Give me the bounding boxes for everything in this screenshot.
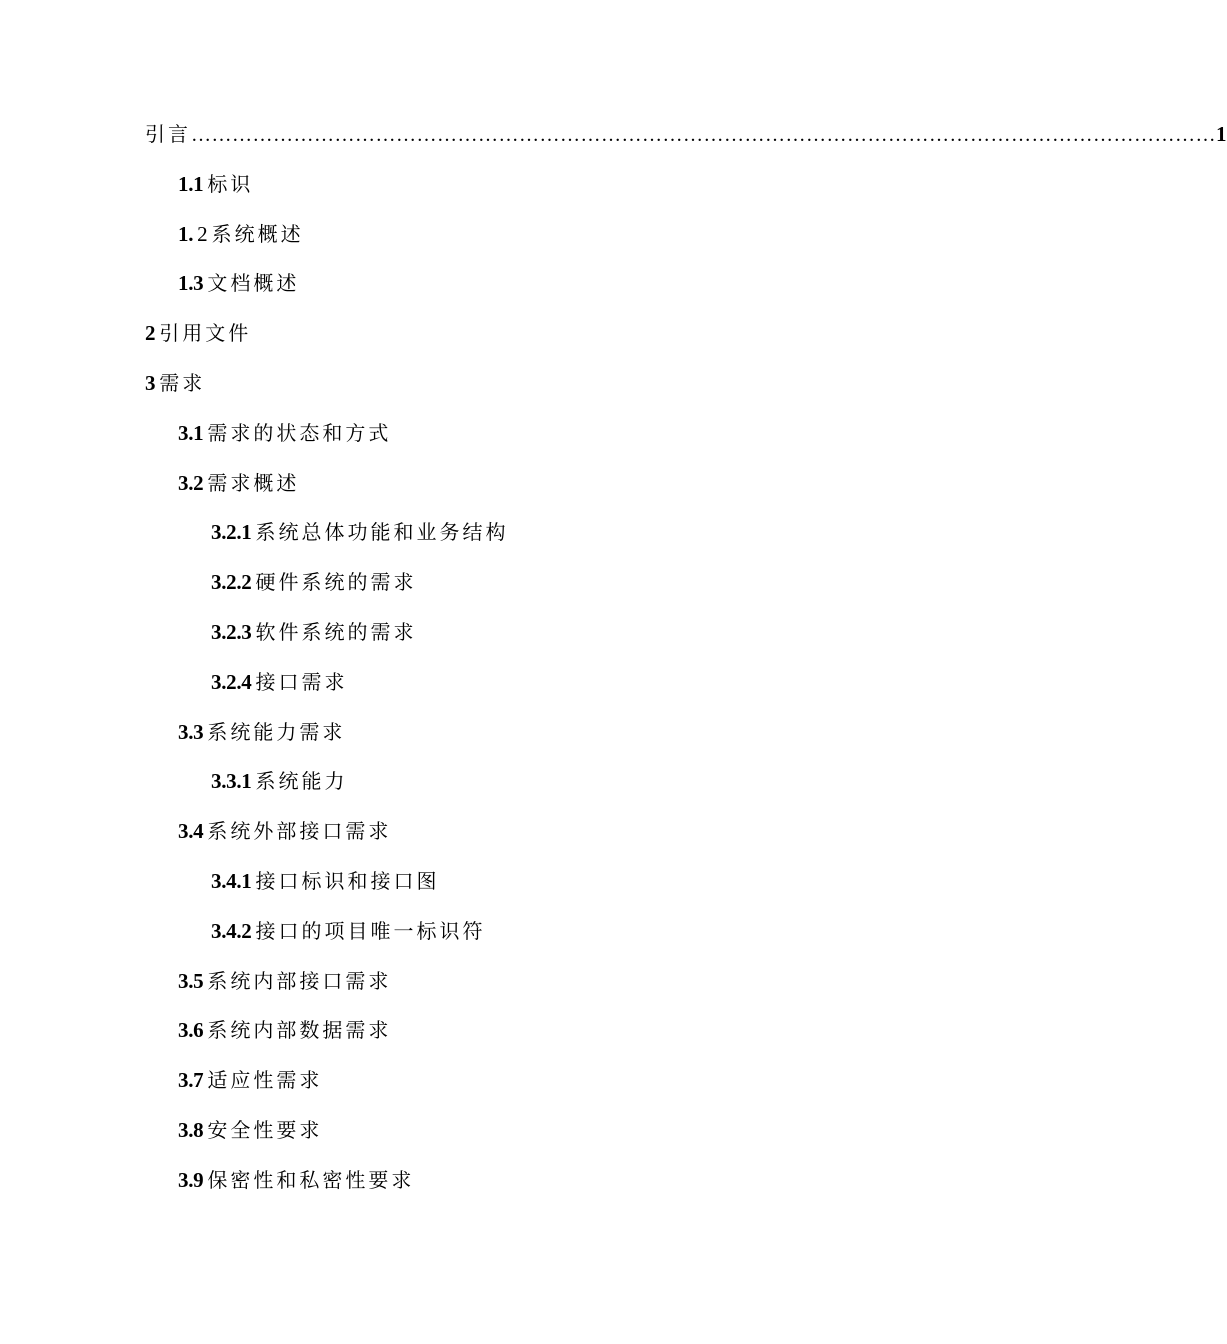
toc-entry-title: 需求概述 xyxy=(207,470,300,495)
toc-entry-title: 引用文件 xyxy=(159,321,252,346)
toc-entry-title: 标识 xyxy=(207,171,254,196)
toc-entry-number: 3.2 xyxy=(178,470,204,495)
toc-entry-number: 3 xyxy=(145,370,156,395)
toc-entry-title: 系统外部接口需求 xyxy=(207,819,392,844)
toc-entry-1-2[interactable] xyxy=(0,210,950,260)
toc-page-number: 1 xyxy=(1216,122,1227,146)
toc-entry-number: 2 xyxy=(145,321,156,346)
toc-entry-number: 3.7 xyxy=(178,1068,204,1093)
toc-entry-number: 3.9 xyxy=(178,1167,204,1192)
toc-entry-number: 3.5 xyxy=(178,968,204,993)
toc-entry-3-3-1[interactable] xyxy=(0,757,950,807)
toc-entry-number: 3.4.1 xyxy=(211,868,252,893)
toc-entry-3-1[interactable] xyxy=(0,409,950,459)
toc-entry-title: 需求的状态和方式 xyxy=(207,420,392,445)
toc-entry-title: 引言 xyxy=(145,122,191,146)
toc-entry-3-4-1[interactable] xyxy=(0,857,950,907)
toc-entry-title: 需求 xyxy=(159,370,206,395)
toc-entry-number: 3.2.4 xyxy=(211,669,252,694)
toc-entry-2[interactable] xyxy=(0,309,950,359)
table-of-contents xyxy=(0,110,1227,1206)
toc-entry-3[interactable] xyxy=(0,359,950,409)
toc-entry-title: 文档概述 xyxy=(207,271,300,296)
toc-entry-title: 系统内部接口需求 xyxy=(207,968,392,993)
toc-entry-number: 3.2.1 xyxy=(211,520,252,545)
toc-entry-3-2-4[interactable] xyxy=(0,658,950,708)
toc-entry-title: 安全性要求 xyxy=(207,1117,323,1142)
toc-entry-3-2[interactable] xyxy=(0,459,950,509)
toc-entry-title: 保密性和私密性要求 xyxy=(207,1167,415,1192)
toc-entry-number: 3.3.1 xyxy=(211,769,252,794)
toc-entry-title: 接口需求 xyxy=(255,669,348,694)
toc-entry-1-3[interactable] xyxy=(0,259,950,309)
toc-entry-number: 1.3 xyxy=(178,271,204,296)
toc-entry-title: 系统总体功能和业务结构 xyxy=(255,520,509,545)
toc-entry-3-2-1[interactable] xyxy=(0,508,950,558)
toc-entry-number-suffix: 2 xyxy=(197,221,208,246)
toc-entry-3-9[interactable] xyxy=(0,1156,950,1206)
toc-entry-3-4[interactable] xyxy=(0,807,950,857)
toc-entry-title: 接口标识和接口图 xyxy=(255,868,440,893)
toc-entry-number: 3.3 xyxy=(178,719,204,744)
toc-entry-number: 3.8 xyxy=(178,1117,204,1142)
toc-entry-number: 3.4.2 xyxy=(211,918,252,943)
toc-entry-title: 系统内部数据需求 xyxy=(207,1018,392,1043)
toc-entry-title: 系统概述 xyxy=(211,221,304,246)
toc-entry-title: 系统能力需求 xyxy=(207,719,346,744)
toc-entry-introduction[interactable] xyxy=(0,110,1227,160)
toc-entry-title: 硬件系统的需求 xyxy=(255,570,417,595)
toc-entry-3-7[interactable] xyxy=(0,1056,950,1106)
toc-entry-3-4-2[interactable] xyxy=(0,907,950,957)
toc-entry-3-3[interactable] xyxy=(0,708,950,758)
toc-entry-number: 3.2.2 xyxy=(211,570,252,595)
toc-entry-3-6[interactable] xyxy=(0,1006,950,1056)
toc-entry-number: 3.2.3 xyxy=(211,619,252,644)
toc-entry-3-8[interactable] xyxy=(0,1106,950,1156)
toc-entry-1-1[interactable] xyxy=(0,160,950,210)
toc-entry-title: 适应性需求 xyxy=(207,1068,323,1093)
toc-entry-title: 软件系统的需求 xyxy=(255,619,417,644)
toc-entry-3-2-3[interactable] xyxy=(0,608,950,658)
toc-entry-number: 3.1 xyxy=(178,420,204,445)
toc-entry-number: 1. xyxy=(178,221,194,246)
toc-entry-title: 接口的项目唯一标识符 xyxy=(255,918,486,943)
toc-entry-number: 3.6 xyxy=(178,1018,204,1043)
toc-dot-leader: …………………………………………………………………………………………………………………………………… xyxy=(191,124,1216,146)
toc-entry-title: 系统能力 xyxy=(255,769,348,794)
toc-entry-3-5[interactable] xyxy=(0,957,950,1007)
toc-entry-number: 3.4 xyxy=(178,819,204,844)
toc-entry-3-2-2[interactable] xyxy=(0,558,950,608)
toc-entry-number: 1.1 xyxy=(178,171,204,196)
